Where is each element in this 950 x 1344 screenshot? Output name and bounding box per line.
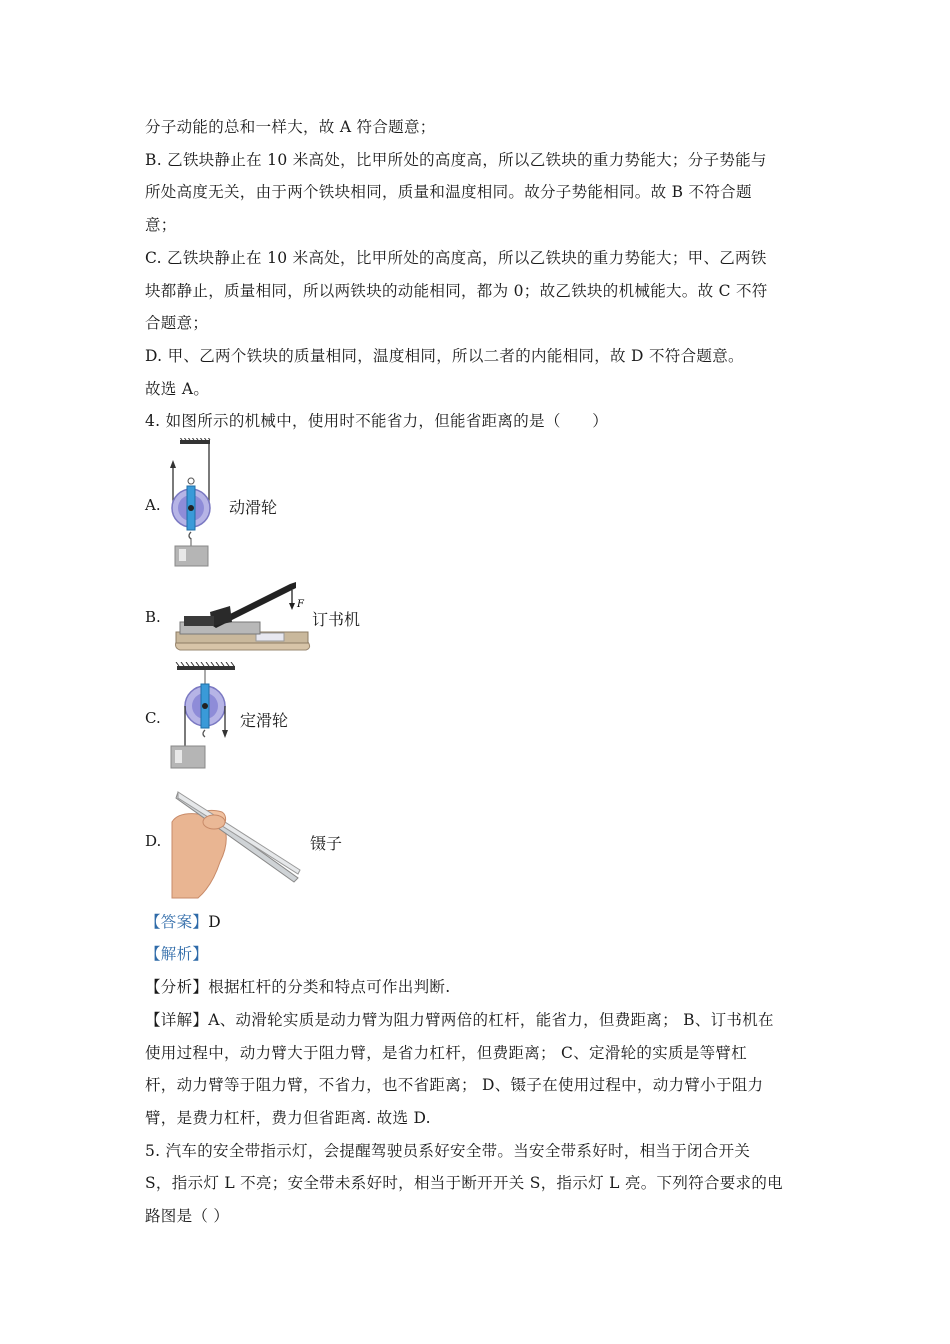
- option-b-label: 订书机: [312, 610, 361, 629]
- prev-answer-line-6: 块都静止，质量相同，所以两铁块的动能相同，都为 0；故乙铁块的机械能大。故 C 不符: [145, 282, 768, 300]
- prev-answer-line-9: 故选 A。: [145, 380, 210, 398]
- prev-answer-line-7: 合题意；: [145, 314, 209, 332]
- analysis-text: 根据杠杆的分类和特点可作出判断.: [208, 978, 451, 996]
- option-c-label: 定滑轮: [240, 711, 289, 730]
- prev-answer-line-4: 意；: [145, 216, 177, 234]
- option-a-letter: A.: [145, 496, 161, 514]
- option-a-label: 动滑轮: [229, 498, 278, 517]
- question-5-line-2: S，指示灯 L 不亮；安全带未系好时，相当于断开开关 S，指示灯 L 亮。下列符合要求的电: [145, 1174, 783, 1192]
- detail-line-2: 使用过程中，动力臂大于阻力臂，是省力杠杆，但费距离； C、定滑轮的实质是等臂杠: [145, 1044, 747, 1062]
- analysis-label: 【分析】: [145, 978, 209, 996]
- detail-text-1: A、动滑轮实质是动力臂为阻力臂两倍的杠杆，能省力，但费距离； B、订书机在: [208, 1011, 774, 1029]
- option-c-letter: C.: [145, 709, 161, 727]
- tweezers-icon: [168, 782, 308, 900]
- option-d-letter: D.: [145, 832, 162, 850]
- question-4-stem: 4. 如图所示的机械中，使用时不能省力，但能省距离的是（ ）: [145, 412, 609, 430]
- detail-line-1: [145, 1010, 774, 1030]
- detail-line-4: 臂，是费力杠杆，费力但省距离. 故选 D.: [145, 1109, 431, 1127]
- answer-value: D: [208, 913, 221, 931]
- option-d-label: 镊子: [310, 834, 343, 853]
- stapler-icon: [170, 576, 320, 656]
- prev-answer-line-1: 分子动能的总和一样大，故 A 符合题意；: [145, 118, 436, 136]
- prev-answer-line-2: B. 乙铁块静止在 10 米高处，比甲所处的高度高，所以乙铁块的重力势能大；分子势能与: [145, 151, 767, 169]
- prev-answer-line-3: 所处高度无关，由于两个铁块相同，质量和温度相同。故分子势能相同。故 B 不符合题: [145, 183, 752, 201]
- question-5-line-3: 路图是（ ）: [145, 1207, 230, 1225]
- analysis-tag: 【解析】: [145, 945, 209, 963]
- movable-pulley-icon: [165, 438, 225, 568]
- fixed-pulley-icon: [165, 662, 245, 772]
- force-label: F: [297, 599, 304, 610]
- prev-answer-line-8: D. 甲、乙两个铁块的质量相同，温度相同，所以二者的内能相同，故 D 不符合题意。: [145, 347, 744, 365]
- detail-label: 【详解】: [145, 1011, 209, 1029]
- answer-line: [145, 912, 221, 932]
- question-5-line-1: 5. 汽车的安全带指示灯，会提醒驾驶员系好安全带。当安全带系好时，相当于闭合开关: [145, 1142, 751, 1160]
- option-b-letter: B.: [145, 608, 161, 626]
- analysis-line: [145, 977, 450, 997]
- answer-tag: 【答案】: [145, 913, 209, 931]
- prev-answer-line-5: C. 乙铁块静止在 10 米高处，比甲所处的高度高，所以乙铁块的重力势能大；甲、乙两铁: [145, 249, 767, 267]
- detail-line-3: 杆，动力臂等于阻力臂，不省力，也不省距离； D、镊子在使用过程中，动力臂小于阻力: [145, 1076, 764, 1094]
